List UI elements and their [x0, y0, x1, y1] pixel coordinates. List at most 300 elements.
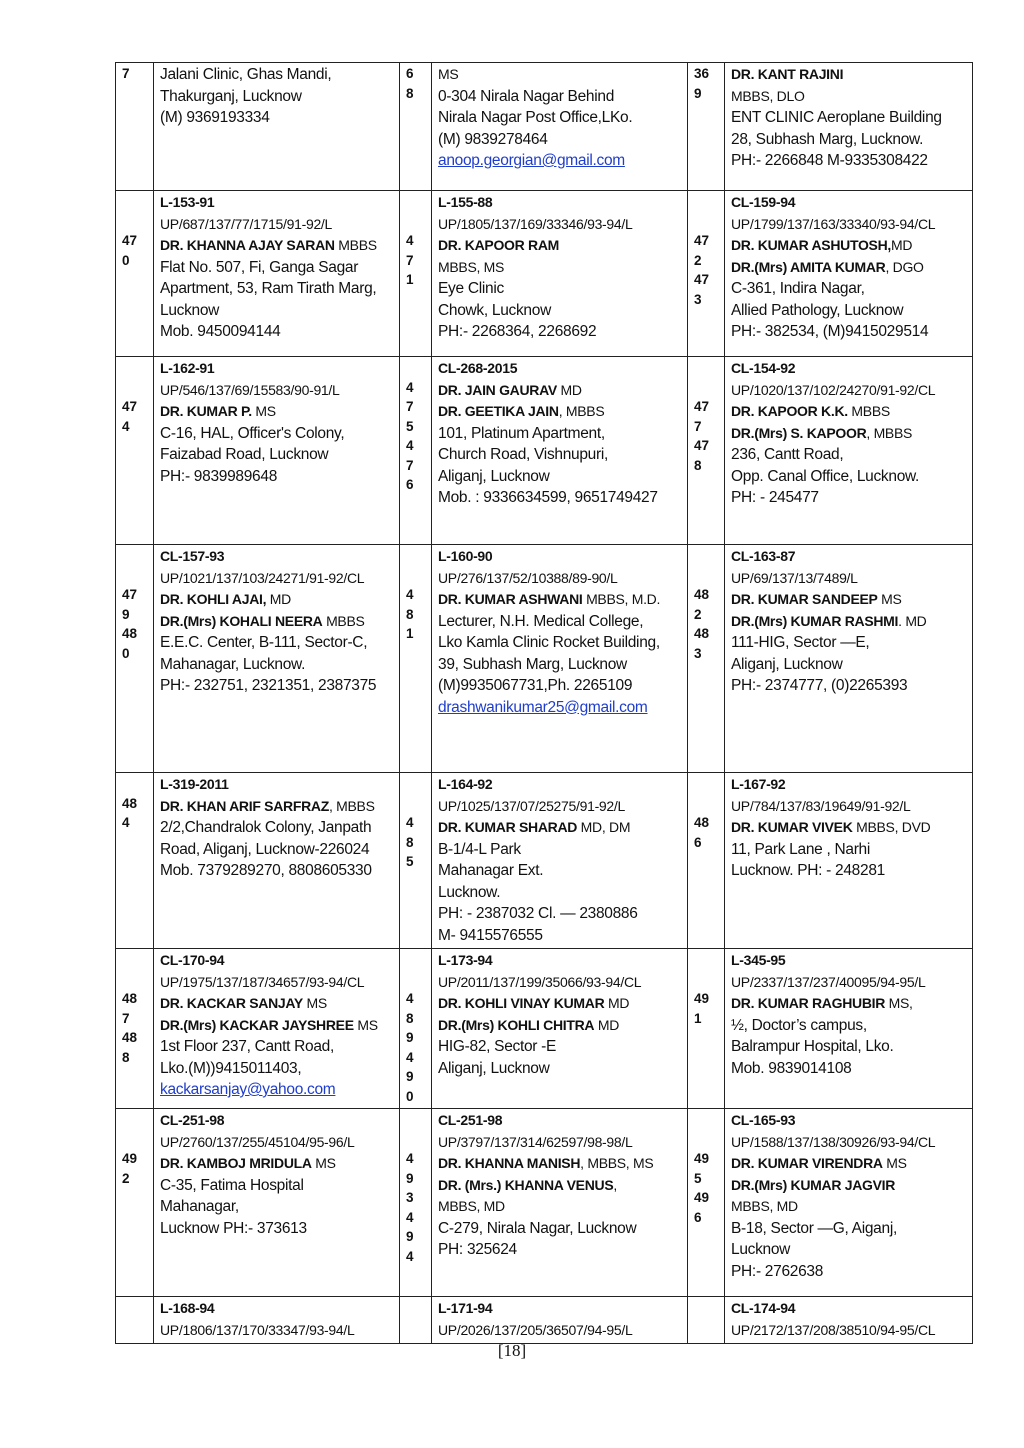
entry-line	[438, 972, 683, 994]
entry-line	[731, 487, 968, 509]
entry-line	[438, 321, 683, 343]
detail-text: MS,	[885, 995, 913, 1011]
entry-line	[438, 611, 683, 633]
serial-digit: 48	[694, 815, 710, 830]
entry-line	[731, 1320, 968, 1342]
serial-digit: 47	[694, 438, 710, 453]
entry-line	[160, 1132, 395, 1154]
serial-digit	[694, 794, 720, 814]
bold-text: DR. KUMAR RAGHUBIR	[731, 995, 886, 1011]
serial-digit	[122, 1110, 149, 1130]
detail-text: MS	[353, 1016, 378, 1033]
email-link[interactable]: kackarsanjay@yahoo.com	[160, 1081, 336, 1098]
serial-digit: 6	[406, 477, 414, 492]
serial-digit: 4	[406, 438, 414, 453]
bold-text: DR. KACKAR SANJAY	[160, 995, 303, 1011]
serial-digit: 4	[406, 1248, 414, 1264]
detail-text: UP/2026/137/205/36507/94-95/L	[438, 1321, 633, 1338]
bold-text: DR. KUMAR SHARAD	[438, 819, 578, 835]
serial-number-cell	[400, 1109, 432, 1297]
entry-line	[731, 64, 968, 86]
entry-line	[438, 882, 683, 904]
entry-text: 101, Platinum Apartment,	[438, 424, 605, 442]
entry-line	[160, 444, 395, 466]
serial-digit: 4	[406, 815, 414, 830]
serial-digit	[122, 358, 149, 378]
serial-digit	[694, 950, 720, 970]
bold-text: CL-154-92	[731, 360, 796, 376]
entry-text: Lko.(M))9415011403,	[160, 1059, 302, 1077]
serial-digit	[122, 774, 149, 794]
entry-text: Opp. Canal Office, Lucknow.	[731, 467, 920, 485]
serial-digit: 49	[694, 1190, 710, 1205]
doctor-entry-cell	[432, 357, 688, 545]
serial-number-cell	[688, 1297, 725, 1344]
entry-text: 236, Cantt Road,	[731, 446, 844, 463]
detail-text: MBBS	[334, 237, 377, 253]
entry-line	[160, 1153, 395, 1175]
entry-line	[438, 589, 683, 611]
serial-number-cell	[400, 357, 432, 545]
detail-text: MD	[556, 381, 582, 398]
serial-digit: 8	[406, 85, 414, 101]
serial-digit: 6	[694, 834, 702, 850]
serial-digit: 48	[694, 587, 710, 602]
detail-text: MS	[311, 1155, 336, 1171]
serial-digit: 9	[406, 1170, 414, 1186]
entry-line	[438, 993, 683, 1015]
entry-line	[160, 466, 395, 488]
serial-digit: 9	[406, 1229, 414, 1244]
entry-line	[438, 860, 683, 882]
entry-text: Mahanagar Ext.	[438, 862, 544, 879]
entry-line	[438, 423, 683, 445]
entry-text: (M) 9839278464	[438, 130, 548, 148]
serial-digit: 47	[694, 399, 710, 414]
entry-line	[438, 546, 683, 568]
detail-text: MBBS, DVD	[852, 819, 931, 835]
entry-line	[160, 1015, 395, 1037]
entry-line	[731, 1218, 968, 1240]
bold-text: DR. (Mrs.) KHANNA VENUS	[438, 1176, 614, 1193]
entry-text: PH:- 232751, 2321351, 2387375	[160, 677, 377, 694]
entry-text: 2/2,Chandralok Colony, Janpath	[160, 819, 372, 836]
entry-text: (M)9935067731,Ph. 2265109	[438, 677, 633, 694]
entry-line	[438, 654, 683, 676]
serial-digit: 48	[122, 795, 138, 811]
serial-digit: 2	[694, 606, 702, 622]
entry-line	[160, 1058, 395, 1080]
entry-text: PH:- 382534, (M)9415029514	[731, 323, 929, 340]
entry-line	[731, 632, 968, 654]
serial-digit: 5	[694, 1170, 702, 1186]
serial-digit	[406, 1110, 427, 1130]
serial-digit: 1	[694, 1010, 702, 1026]
detail-text: UP/784/137/83/19649/91-92/L	[731, 797, 911, 814]
serial-number-cell	[116, 949, 154, 1109]
bold-text: DR. KUMAR SANDEEP	[731, 591, 878, 607]
serial-digit: 48	[694, 626, 710, 641]
detail-text: MBBS, DLO	[731, 87, 805, 104]
serial-number-cell	[400, 1297, 432, 1344]
bold-text: CL-157-93	[160, 548, 225, 564]
serial-number-cell	[688, 1109, 725, 1297]
entry-line	[731, 380, 968, 402]
serial-digit	[122, 212, 149, 232]
entry-text: Lko Kamla Clinic Rocket Building,	[438, 634, 660, 651]
directory-row	[116, 191, 973, 357]
directory-row	[116, 1109, 973, 1297]
entry-line	[438, 925, 683, 947]
entry-line	[438, 401, 683, 423]
doctor-entry-cell	[432, 191, 688, 357]
doctor-entry-cell	[432, 545, 688, 773]
detail-text: UP/3797/137/314/62597/98-98/L	[438, 1133, 633, 1150]
entry-line	[438, 150, 683, 172]
entry-line	[731, 107, 968, 129]
serial-digit: 4	[406, 233, 414, 248]
entry-line	[731, 817, 968, 839]
serial-digit: 9	[694, 85, 702, 101]
entry-line	[160, 1110, 395, 1132]
entry-line	[438, 796, 683, 818]
serial-number-cell	[688, 191, 725, 357]
serial-digit	[122, 970, 149, 990]
doctor-entry-cell	[432, 949, 688, 1109]
detail-text: MS	[251, 403, 276, 419]
entry-line	[438, 568, 683, 590]
serial-number-cell	[116, 357, 154, 545]
serial-number-cell	[116, 1109, 154, 1297]
directory-table	[115, 62, 973, 1344]
entry-text: B-18, Sector —G, Aiganj,	[731, 1219, 897, 1237]
serial-digit	[122, 1130, 149, 1150]
serial-digit: 6	[406, 66, 414, 81]
entry-line	[160, 972, 395, 994]
entry-line	[160, 1196, 395, 1218]
entry-line	[160, 235, 395, 257]
entry-line	[438, 214, 683, 236]
serial-digit: 48	[122, 991, 138, 1006]
serial-digit: 4	[406, 379, 414, 395]
serial-digit	[122, 566, 149, 586]
entry-line	[731, 546, 968, 568]
entry-text: PH:- 2762638	[731, 1262, 824, 1280]
serial-digit: 2	[694, 252, 702, 268]
bold-text: DR. KHANNA AJAY SARAN	[160, 237, 335, 253]
serial-digit: 4	[122, 418, 130, 434]
entry-line	[731, 86, 968, 108]
directory-row	[116, 357, 973, 545]
detail-text: MS	[882, 1155, 907, 1171]
bold-text: DR.(Mrs) KUMAR RASHMI	[731, 612, 899, 629]
entry-text: Aliganj, Lucknow	[438, 467, 550, 485]
serial-digit	[694, 358, 720, 378]
entry-line	[731, 839, 968, 861]
email-link[interactable]: anoop.georgian@gmail.com	[438, 152, 625, 169]
entry-line	[731, 466, 968, 488]
entry-line	[438, 1153, 683, 1175]
serial-number-cell	[688, 773, 725, 949]
serial-digit	[406, 1130, 427, 1150]
entry-text: HIG-82, Sector -E	[438, 1038, 557, 1055]
entry-line	[438, 1175, 683, 1197]
serial-digit: 1	[406, 272, 414, 287]
serial-digit: 48	[122, 626, 138, 641]
serial-number-cell	[688, 63, 725, 191]
entry-line	[160, 817, 395, 839]
bold-text: L-167-92	[731, 776, 786, 792]
entry-line	[160, 423, 395, 445]
entry-text: B-1/4-L Park	[438, 840, 521, 858]
entry-line	[438, 1298, 683, 1320]
serial-digit	[122, 546, 149, 566]
entry-line	[438, 257, 683, 279]
directory-row	[116, 545, 973, 773]
entry-text: Eye Clinic	[438, 280, 504, 297]
entry-line	[438, 950, 683, 972]
entry-line	[438, 817, 683, 839]
entry-line	[731, 1175, 968, 1197]
entry-line	[160, 839, 395, 861]
detail-text: UP/1975/137/187/34657/93-94/CL	[160, 973, 365, 990]
bold-text: L-173-94	[438, 952, 493, 968]
doctor-entry-cell	[432, 1109, 688, 1297]
directory-row	[116, 1297, 973, 1344]
entry-line	[438, 1218, 683, 1240]
bold-text: DR. KUMAR VIVEK	[731, 819, 853, 835]
entry-line	[731, 1036, 968, 1058]
detail-text: MD	[604, 995, 630, 1011]
serial-number-cell	[400, 63, 432, 191]
entry-line	[731, 611, 968, 633]
entry-line	[731, 993, 968, 1015]
entry-text: ENT CLINIC Aeroplane Building	[731, 109, 942, 126]
bold-text: DR. KOHLI VINAY KUMAR	[438, 995, 605, 1011]
entry-line	[731, 1153, 968, 1175]
serial-number-cell	[116, 545, 154, 773]
detail-text: UP/687/137/77/1715/91-92/L	[160, 215, 333, 232]
bold-text: DR. KHAN ARIF SARFRAZ	[160, 797, 329, 814]
entry-text: Lucknow	[731, 1241, 791, 1258]
detail-text: , MBBS	[866, 424, 913, 441]
entry-text: 28, Subhash Marg, Lucknow.	[731, 130, 924, 148]
entry-text: Allied Pathology, Lucknow	[731, 301, 904, 319]
bold-text: CL-159-94	[731, 194, 796, 210]
detail-text: MBBS	[847, 403, 890, 419]
serial-digit: 4	[406, 991, 414, 1006]
serial-digit: 9	[406, 1069, 414, 1084]
serial-digit	[694, 1110, 720, 1130]
doctor-entry-cell	[432, 773, 688, 949]
doctor-entry-cell	[154, 191, 400, 357]
serial-digit: 6	[694, 1209, 702, 1225]
entry-line	[160, 321, 395, 343]
doctor-entry-cell	[725, 545, 973, 773]
serial-digit	[406, 358, 427, 378]
serial-digit	[406, 794, 427, 814]
detail-text: MD, DM	[577, 819, 631, 835]
serial-digit: 4	[406, 1151, 414, 1166]
entry-line	[438, 1015, 683, 1037]
entry-text: 111-HIG, Sector —E,	[731, 634, 870, 651]
doctor-entry-cell	[725, 1297, 973, 1344]
serial-digit: 0	[122, 252, 130, 268]
serial-digit: 0	[406, 1088, 414, 1104]
serial-number-cell	[116, 773, 154, 949]
bold-text: L-171-94	[438, 1300, 493, 1316]
doctor-entry-cell	[154, 63, 400, 191]
doctor-entry-cell	[725, 191, 973, 357]
detail-text: UP/69/137/13/7489/L	[731, 569, 858, 586]
bold-text: DR.(Mrs) KOHLI CHITRA	[438, 1016, 595, 1033]
serial-digit: 4	[406, 1209, 414, 1225]
entry-line	[731, 972, 968, 994]
serial-number-cell	[400, 545, 432, 773]
bold-text: L-155-88	[438, 194, 493, 210]
entry-line	[438, 300, 683, 322]
entry-line	[160, 796, 395, 818]
entry-text: Jalani Clinic, Ghas Mandi,	[160, 66, 332, 83]
serial-digit	[406, 774, 427, 794]
serial-digit: 4	[406, 587, 414, 602]
entry-line	[731, 1298, 968, 1320]
serial-digit	[694, 212, 720, 232]
detail-text: UP/546/137/69/15583/90-91/L	[160, 381, 340, 398]
bold-text: DR. KUMAR P.	[160, 403, 252, 419]
bold-text: DR. KAMBOJ MRIDULA	[160, 1155, 312, 1171]
entry-line	[731, 300, 968, 322]
entry-line	[160, 192, 395, 214]
entry-line	[731, 1058, 968, 1080]
serial-digit	[122, 192, 149, 212]
detail-text: , MBBS	[558, 403, 605, 419]
entry-line	[160, 546, 395, 568]
directory-row	[116, 773, 973, 949]
bold-text: DR. KAPOOR K.K.	[731, 403, 848, 419]
entry-text: 1st Floor 237, Cantt Road,	[160, 1038, 334, 1055]
entry-text: Nirala Nagar Post Office,LKo.	[438, 109, 633, 126]
bold-text: CL-251-98	[160, 1112, 225, 1128]
entry-text: PH:- 2266848 M-9335308422	[731, 152, 928, 169]
bold-text: CL-163-87	[731, 548, 796, 564]
directory-row	[116, 949, 973, 1109]
entry-line	[160, 401, 395, 423]
entry-line	[438, 380, 683, 402]
entry-line	[160, 589, 395, 611]
serial-digit: 36	[694, 66, 710, 81]
detail-text: , MBBS	[328, 797, 375, 814]
bold-text: L-160-90	[438, 548, 493, 564]
detail-text: MS	[877, 591, 902, 607]
entry-line	[731, 568, 968, 590]
detail-text: MS	[302, 995, 327, 1011]
serial-digit: 7	[406, 399, 414, 414]
entry-line	[731, 401, 968, 423]
entry-text: Chowk, Lucknow	[438, 301, 551, 319]
bold-text: DR. KUMAR ASHUTOSH,	[731, 237, 891, 253]
serial-digit: 3	[694, 645, 702, 661]
serial-digit: 9	[122, 606, 130, 622]
serial-digit: 7	[406, 457, 414, 473]
entry-text: Mob. 7379289270, 8808605330	[160, 862, 372, 879]
serial-digit: 7	[406, 252, 414, 268]
bold-text: DR. KAPOOR RAM	[438, 237, 560, 253]
detail-text: MD	[266, 591, 291, 607]
detail-text: UP/1806/137/170/33347/93-94/L	[160, 1321, 355, 1338]
entry-text: C-279, Nirala Nagar, Lucknow	[438, 1219, 637, 1237]
entry-line	[438, 86, 683, 108]
detail-text: , DGO	[885, 258, 924, 275]
entry-text: Balrampur Hospital, Lko.	[731, 1038, 894, 1055]
serial-digit	[694, 970, 720, 990]
serial-digit: 5	[406, 418, 414, 434]
detail-text: MBBS, MD	[438, 1198, 505, 1214]
serial-number-cell	[688, 545, 725, 773]
entry-line	[160, 774, 395, 796]
serial-digit: 7	[122, 66, 130, 81]
entry-line	[438, 903, 683, 925]
entry-text: Apartment, 53, Ram Tirath Marg,	[160, 280, 377, 297]
entry-line	[438, 1239, 683, 1261]
entry-line	[731, 444, 968, 466]
detail-text: UP/2760/137/255/45104/95-96/L	[160, 1133, 355, 1150]
serial-digit: 0	[122, 645, 130, 661]
detail-text: UP/1020/137/102/24270/91-92/CL	[731, 381, 936, 398]
bold-text: L-168-94	[160, 1300, 215, 1316]
doctor-entry-cell	[432, 63, 688, 191]
entry-line	[438, 675, 683, 697]
directory-row	[116, 63, 973, 191]
serial-digit: 8	[694, 457, 702, 473]
doctor-entry-cell	[725, 1109, 973, 1297]
doctor-entry-cell	[725, 949, 973, 1109]
serial-digit	[122, 950, 149, 970]
entry-line	[160, 257, 395, 279]
entry-line	[731, 796, 968, 818]
bold-text: DR.(Mrs) AMITA KUMAR	[731, 258, 886, 275]
entry-text: 0-304 Nirala Nagar Behind	[438, 87, 615, 105]
entry-line	[160, 654, 395, 676]
entry-text: Church Road, Vishnupuri,	[438, 446, 609, 463]
entry-text: PH: 325624	[438, 1241, 517, 1258]
detail-text: MBBS, MS	[438, 258, 505, 275]
entry-text: PH:- 2374777, (0)2265393	[731, 677, 908, 694]
entry-line	[160, 64, 395, 86]
bold-text: DR. KANT RAJINI	[731, 66, 844, 82]
serial-digit: 7	[694, 418, 702, 434]
entry-line	[731, 358, 968, 380]
serial-number-cell	[400, 773, 432, 949]
serial-digit: 4	[406, 1049, 414, 1065]
serial-digit: 3	[406, 1190, 414, 1205]
entry-line	[160, 1320, 395, 1342]
bold-text: CL-251-98	[438, 1112, 503, 1128]
serial-number-cell	[116, 1297, 154, 1344]
serial-digit: 47	[694, 233, 710, 248]
email-link[interactable]: drashwanikumar25@gmail.com	[438, 698, 648, 716]
doctor-entry-cell	[154, 545, 400, 773]
detail-text: UP/2011/137/199/35066/93-94/CL	[438, 973, 642, 990]
entry-line	[438, 632, 683, 654]
bold-text: L-164-92	[438, 776, 493, 792]
doctor-entry-cell	[154, 773, 400, 949]
detail-text: ,	[613, 1176, 617, 1193]
bold-text: DR. KOHLI AJAI,	[160, 591, 267, 607]
entry-text: Mahanagar, Lucknow.	[160, 655, 306, 673]
entry-line	[731, 150, 968, 172]
entry-text: PH:- 9839989648	[160, 467, 278, 485]
